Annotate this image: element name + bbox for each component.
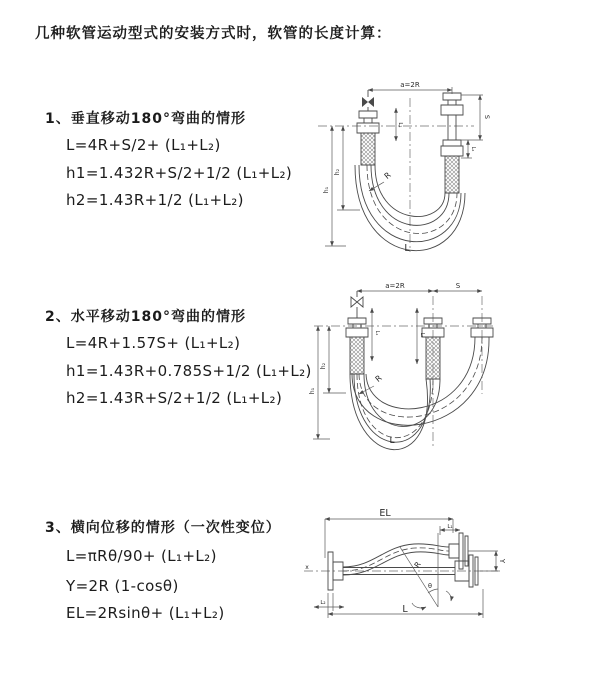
- dim-label-a2r: a=2R: [400, 81, 420, 89]
- dimension-S: [461, 95, 491, 140]
- dimension-L2: [314, 593, 344, 611]
- dimension-L1: [396, 108, 403, 141]
- section3-heading: 3、横向位移的情形（一次性变位）: [45, 520, 281, 536]
- dim-label-h1: h₁: [309, 387, 316, 395]
- dim-label-h2: h₂: [320, 362, 327, 370]
- dim-label-length: L: [402, 604, 408, 615]
- valve-icon: [362, 90, 374, 111]
- section2-formula-L: L=4R+1.57S+ (L₁+L₂): [66, 334, 241, 352]
- right-pipe-flanges: [441, 93, 463, 193]
- dimension-h1: [309, 326, 330, 439]
- dimension-h2: [320, 326, 346, 393]
- diagram-lateral-displacement: [300, 503, 598, 628]
- left-pipe-flange: [346, 318, 368, 374]
- dim-label-radius: R: [412, 559, 423, 570]
- left-braided-hose: [361, 133, 375, 165]
- dim-label-l2: L₂: [419, 332, 425, 338]
- dimension-Y: [468, 551, 506, 571]
- middle-braided-hose: [426, 337, 440, 379]
- dim-label-l2: L₂: [470, 146, 476, 152]
- dim-label-h1: h₁: [323, 186, 330, 194]
- dim-label-s: S: [455, 282, 461, 290]
- dim-label-l1: L₁: [397, 122, 403, 128]
- section2-formula-h1: h1=1.43R+0.785S+1/2 (L₁+L₂): [66, 362, 312, 380]
- dimension-L2: [417, 308, 425, 364]
- dim-label-length: L: [404, 243, 410, 254]
- section2-heading: 2、水平移动180°弯曲的情形: [45, 309, 246, 325]
- dimension-h2: [334, 126, 360, 210]
- dimension-L1: [440, 524, 460, 535]
- dimension-L-bottom: [328, 589, 483, 618]
- diagram-horizontal-180-bend: [310, 276, 598, 461]
- hose-u-curves-position2: [352, 337, 489, 425]
- valve-icon: [351, 291, 363, 318]
- section1-formula-L: L=4R+S/2+ (L₁+L₂): [66, 136, 221, 154]
- dim-label-h2: h₂: [334, 168, 341, 176]
- dimension-a-2R: [368, 81, 452, 94]
- centerline-mark: x: [305, 564, 309, 571]
- section1-formula-h2: h2=1.43R+1/2 (L₁+L₂): [66, 191, 244, 209]
- dim-label-l1: L₁: [447, 524, 453, 530]
- dim-label-theta: θ: [428, 582, 432, 590]
- dim-label-y: Y: [498, 558, 506, 564]
- dim-label-l1: L₁: [374, 330, 380, 336]
- section1-heading: 1、垂直移动180°弯曲的情形: [45, 111, 246, 127]
- diagram-vertical-180-bend: [312, 70, 598, 255]
- section3-formula-Y: Y=2R (1-cosθ): [66, 577, 179, 595]
- middle-pipe-flange: [422, 318, 444, 379]
- dimension-a-2R: [357, 282, 433, 291]
- dim-label-radius: R: [382, 170, 393, 181]
- upper-right-flange: [449, 533, 468, 569]
- section3-formula-EL: EL=2Rsinθ+ (L₁+L₂): [66, 604, 225, 622]
- section1-formula-h1: h1=1.432R+S/2+1/2 (L₁+L₂): [66, 164, 293, 182]
- dim-label-el: EL: [379, 508, 391, 519]
- dim-label-l2: L₂: [320, 600, 326, 606]
- dim-label-a2r: a=2R: [385, 282, 405, 290]
- dim-label-radius: R: [373, 373, 384, 384]
- dimension-h1: [323, 126, 346, 246]
- page-title: 几种软管运动型式的安装方式时，软管的长度计算：: [35, 26, 392, 42]
- dim-label-s: S: [483, 114, 491, 120]
- section3-formula-L: L=πRθ/90+ (L₁+L₂): [66, 547, 217, 565]
- dim-label-length: L: [389, 436, 395, 446]
- dimension-S: [433, 282, 482, 291]
- radius-callout: [359, 373, 384, 394]
- right-braided-hose: [445, 156, 459, 193]
- section2-formula-h2: h2=1.43R+S/2+1/2 (L₁+L₂): [66, 389, 283, 407]
- dimension-L1: [372, 308, 380, 361]
- hose-s-curve: [343, 544, 449, 575]
- left-braided-hose: [350, 337, 364, 374]
- left-pipe-flange: [357, 111, 379, 165]
- hose-u-curves-position1: [350, 374, 440, 450]
